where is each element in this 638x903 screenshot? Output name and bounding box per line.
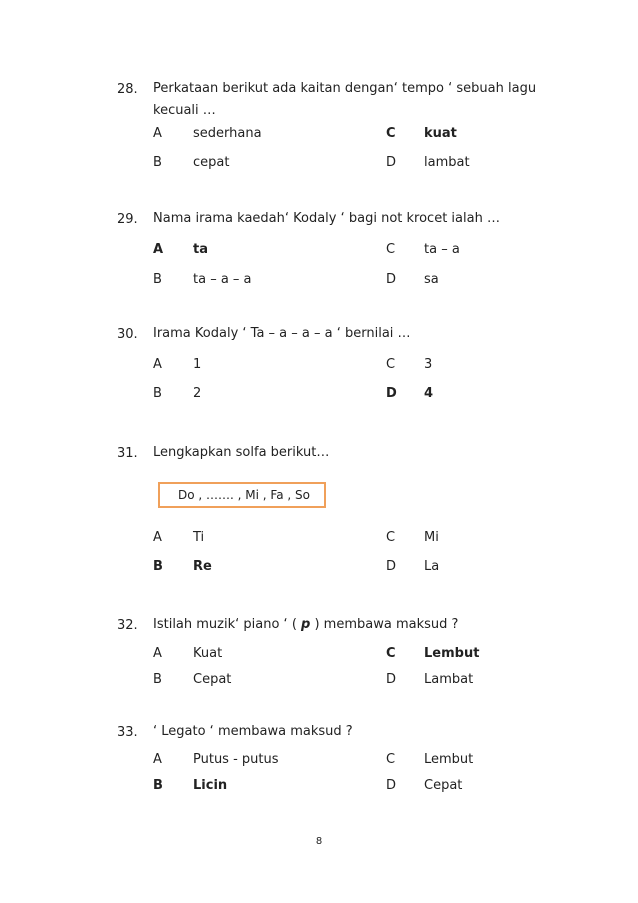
option-d-letter: D	[386, 672, 397, 687]
option-c-letter: C	[386, 242, 396, 257]
option-b-text: Cepat	[193, 672, 232, 687]
question-text: Lengkapkan solfa berikut…	[153, 445, 330, 460]
option-c-text: Lembut	[424, 646, 480, 661]
question-text-symbol: p	[301, 617, 311, 632]
option-b-letter: B	[153, 778, 163, 793]
option-c-letter: C	[386, 126, 396, 141]
page-number: 8	[315, 836, 323, 847]
question-number: 31.	[117, 446, 138, 461]
option-a-text: sederhana	[193, 126, 262, 141]
question-text: Irama Kodaly ‘ Ta – a – a – a ‘ bernilai …	[153, 326, 411, 341]
option-a-text: Kuat	[193, 646, 223, 661]
option-b-letter: B	[153, 386, 162, 401]
option-c-letter: C	[386, 357, 396, 372]
option-b-letter: B	[153, 559, 163, 574]
question-text: Nama irama kaedah‘ Kodaly ‘ bagi not krocet ialah …	[153, 211, 500, 226]
option-d-text: sa	[424, 272, 439, 287]
option-a-letter: A	[153, 242, 164, 257]
option-b-text: ta – a – a	[193, 272, 252, 287]
option-c-text: Mi	[424, 530, 439, 545]
option-a-text: Ti	[193, 530, 205, 545]
solfa-box: Do , ……. , Mi , Fa , So	[158, 482, 326, 508]
option-a-letter: A	[153, 646, 162, 661]
option-d-text: Lambat	[424, 672, 474, 687]
option-a-letter: A	[153, 126, 162, 141]
question-number: 32.	[117, 618, 138, 633]
question-number: 28.	[117, 82, 138, 97]
question-text-after: ) membawa maksud ?	[310, 617, 459, 632]
option-b-letter: B	[153, 672, 162, 687]
option-a-letter: A	[153, 752, 162, 767]
option-c-letter: C	[386, 530, 396, 545]
option-d-text: lambat	[424, 155, 470, 170]
question-text-before: Istilah muzik‘ piano ‘ (	[153, 617, 302, 632]
option-c-text: kuat	[424, 126, 457, 141]
option-a-text: 1	[193, 357, 202, 372]
option-a-letter: A	[153, 357, 162, 372]
option-d-text: 4	[424, 386, 434, 401]
option-d-letter: D	[386, 272, 397, 287]
question-number: 33.	[117, 725, 138, 740]
option-c-text: Lembut	[424, 752, 474, 767]
option-d-text: Cepat	[424, 778, 463, 793]
option-d-letter: D	[386, 559, 397, 574]
option-d-text: La	[424, 559, 440, 574]
option-d-letter: D	[386, 386, 397, 401]
question-number: 30.	[117, 327, 138, 342]
option-b-letter: B	[153, 155, 162, 170]
question-text	[153, 614, 543, 636]
option-c-text: ta – a	[424, 242, 460, 257]
option-b-text: cepat	[193, 155, 230, 170]
option-a-text: Putus - putus	[193, 752, 279, 767]
option-a-letter: A	[153, 530, 162, 545]
option-b-text: Licin	[193, 778, 228, 793]
question-number: 29.	[117, 212, 138, 227]
question-text: ‘ Legato ‘ membawa maksud ?	[153, 724, 353, 739]
option-d-letter: D	[386, 778, 397, 793]
option-b-text: Re	[193, 559, 212, 574]
option-a-text: ta	[193, 242, 208, 257]
option-b-letter: B	[153, 272, 162, 287]
option-d-letter: D	[386, 155, 397, 170]
option-c-letter: C	[386, 646, 396, 661]
option-b-text: 2	[193, 386, 202, 401]
option-c-text: 3	[424, 357, 433, 372]
question-text: Perkataan berikut ada kaitan dengan‘ tempo ‘ sebuah lagu kecuali …	[153, 81, 537, 118]
option-c-letter: C	[386, 752, 396, 767]
